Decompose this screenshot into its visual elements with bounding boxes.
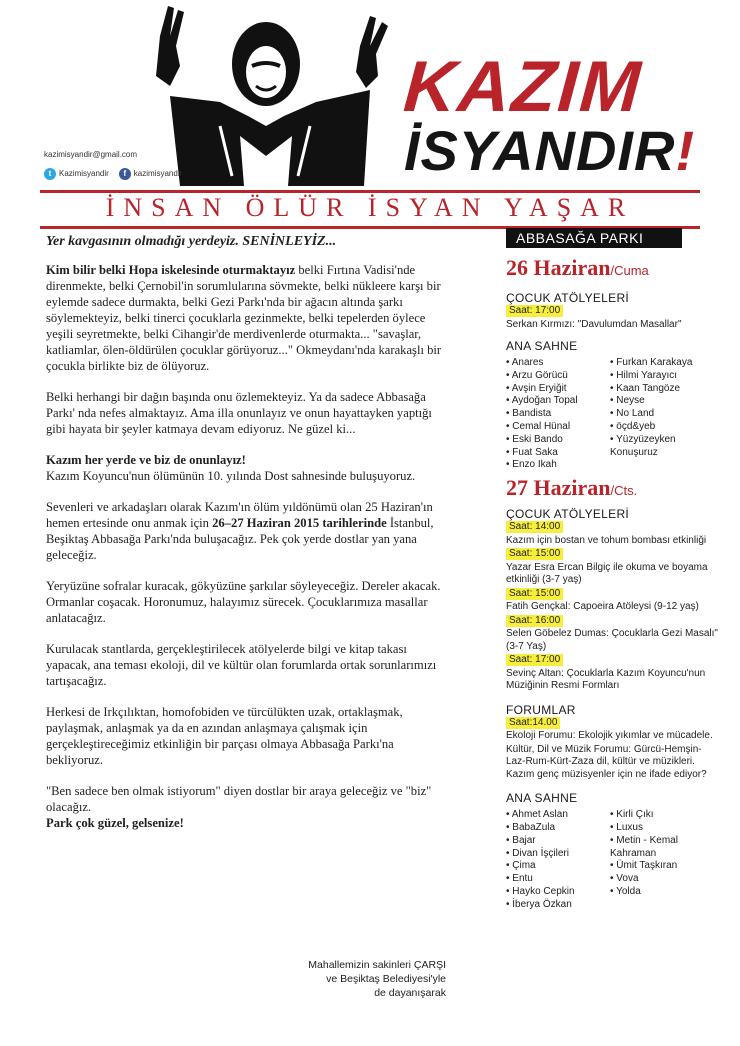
day1-workshops-title: ÇOCUK ATÖLYELERİ xyxy=(506,291,630,305)
twitter-icon: t xyxy=(44,168,56,180)
paragraph-4-a: Sevenleri ve arkadaşları olarak Kazım'ın ölüm yıldönümü olan 25 Haziran'ın hemen ertesinde onu anmak için xyxy=(46,500,433,530)
day2-stage-lineup xyxy=(506,809,718,911)
twitter-handle: Kazimisyandir xyxy=(59,169,109,178)
performer-item: • Hayko Cepkin xyxy=(506,886,606,899)
performer-item: • Yolda xyxy=(610,886,718,899)
day2-workshops-title: ÇOCUK ATÖLYELERİ xyxy=(506,507,630,522)
day1-stage-title: ANA SAHNE xyxy=(506,339,578,353)
performer-item: • Hilmi Yarayıcı xyxy=(610,370,718,383)
paragraph-4-b: İstanbul, Beşiktaş Abbasağa Parkı'nda buluşacağız. Pek çok yerde dostlar yan yana geleceğiz. xyxy=(46,516,434,562)
performer-item: • BabaZula xyxy=(506,822,606,835)
workshop-description: Selen Göbelez Dumas: Çocuklarla Gezi Masalı" (3-7 Yaş) xyxy=(506,628,718,652)
workshop-time: Saat: 15:00 xyxy=(506,588,563,600)
poster-header xyxy=(0,0,740,222)
performer-item: • Furkan Karakaya xyxy=(610,357,718,370)
performer-item: • İberya Özkan xyxy=(506,899,606,912)
tagline: İNSAN ÖLÜR İSYAN YAŞAR xyxy=(105,193,635,222)
day2-workshop-item xyxy=(506,521,718,547)
day2-workshop-item xyxy=(506,548,718,587)
performer-item: • Fuat Saka xyxy=(506,447,606,460)
day1-workshops-list xyxy=(506,305,718,331)
performer-item: • Enzo Ikah xyxy=(506,459,606,472)
workshop-time-row xyxy=(506,615,718,628)
paragraph-7: Herkesi de Irkçılıktan, homofobiden ve türcülükten uzak, ortaklaşmak, paylaşmak, anlaşmak ya da en azından anlaşmaya çalışmak için gerçekleştireceğimiz etkinliğin bir parçası olmaya Abbasağa Parkı'na bekliyoruz. xyxy=(46,705,403,767)
day2-stage-col1 xyxy=(506,809,606,911)
paragraph-4 xyxy=(46,499,446,563)
closing-line: Park çok güzel, gelsenize! xyxy=(46,816,184,830)
day2-weekday: /Cts. xyxy=(610,483,638,499)
brand-logo xyxy=(401,47,696,182)
paragraph-1-bold: Kim bilir belki Hopa iskelesinde oturmaktayız xyxy=(46,263,296,277)
brand-subtitle-text: İSYANDIR xyxy=(404,119,676,182)
workshop-time-row xyxy=(506,654,718,667)
twitter-link[interactable] xyxy=(44,168,109,180)
workshop-time: Saat: 17:00 xyxy=(506,654,563,666)
paragraph-4-dates: 26–27 Haziran 2015 tarihlerinde xyxy=(212,516,387,530)
social-links xyxy=(44,168,182,180)
brand-bang: ! xyxy=(675,119,696,182)
venue-label: ABBASAĞA PARKI xyxy=(506,228,682,248)
brand-subtitle xyxy=(404,119,696,182)
performer-item: • Ahmet Aslan xyxy=(506,809,606,822)
day2-heading xyxy=(506,476,718,503)
performer-item: • Vova xyxy=(610,873,718,886)
workshop-description: Serkan Kırmızı: "Davulumdan Masallar" xyxy=(506,318,682,330)
performer-item: • Metin - Kemal Kahraman xyxy=(610,835,718,861)
day2-workshop-item xyxy=(506,654,718,693)
performer-item: • Divan İşçileri xyxy=(506,848,606,861)
day2-stage-title: ANA SAHNE xyxy=(506,791,578,806)
workshop-time: Saat: 14:00 xyxy=(506,521,563,533)
facebook-icon: f xyxy=(119,168,131,180)
day1-stage-col2 xyxy=(610,357,718,472)
performer-item: • Bajar xyxy=(506,835,606,848)
workshop-time-row xyxy=(506,305,718,318)
day2-workshop-item xyxy=(506,588,718,614)
day2-date: 27 Haziran xyxy=(506,475,611,501)
performer-item: • öçd&yeb xyxy=(610,421,718,434)
performer-item: • Kirli Çıkı xyxy=(610,809,718,822)
paragraph-3-bold: Kazım her yerde ve biz de onunlayız! xyxy=(46,453,246,467)
performer-item: • Yüzyüzeyken Konuşuruz xyxy=(610,434,718,460)
forum-ecology: Ekoloji Forumu: Ekolojik yıkımlar ve mücadele. xyxy=(506,730,713,742)
paragraph-8-text: "Ben sadece ben olmak istiyorum" diyen dostlar bir araya geleceğiz ve "biz" olacağız. xyxy=(46,784,432,814)
day1-heading xyxy=(506,256,718,283)
paragraph-1-text: belki Fırtına Vadisi'nde direnmekte, belki Çernobil'in sorumlularına sövmekte, belki nükleere karşı bir eylemde sadece durmakta, belki Gezi Parkı'nda bir ağacın altında şarkı söylemekteyiz, belki tinerci çocuklarla gezinmekte, belki tepelerden öylece yeşili seyretmekte, belki Cihangir'de merdivenlerde oturmakta... "savaşlar, katliamlar, ölen-öldürülen çocuklar görüyoruz..." Okmeydanı'nda karakaşlı bir çocukla birlikte biz de ölüyoruz. xyxy=(46,263,442,373)
brand-title: KAZIM xyxy=(401,47,645,127)
performer-item: • Eski Bando xyxy=(506,434,606,447)
workshop-description: Sevinç Altan: Çocuklarla Kazım Koyuncu'nun Müziğinin Resmi Formları xyxy=(506,667,706,692)
workshop-time-row xyxy=(506,548,718,561)
day2-workshops-list xyxy=(506,521,718,693)
forums-title: FORUMLAR xyxy=(506,702,576,717)
performer-item: • Luxus xyxy=(610,822,718,835)
forums-time: Saat:14.00 xyxy=(506,717,560,729)
paragraph-2: Belki herhangi bir dağın başında onu özlemekteyiz. Ya da sadece Abbasağa Parkı' nda nefes almaktayız. Ama illa onunlayız ve onun hayattayken yaptığı gibi hayata bir şeyler katmaya devam ediyoruz. Ne güzel ki... xyxy=(46,390,432,436)
paragraph-3-text: Kazım Koyuncu'nun ölümünün 10. yılında Dost sahnesinde buluşuyoruz. xyxy=(46,469,416,483)
performer-item: • Ümit Taşkıran xyxy=(610,860,718,873)
program-column xyxy=(506,228,718,912)
performer-item: • Neyse xyxy=(610,395,718,408)
paragraph-6: Kurulacak stantlarda, gerçekleştirilecek atölyelerde bilgi ve kitap takası yapacak, ana teması ekoloji, dil ve kültür olan forumlarda ortak sorunlarımızı tartışacağız. xyxy=(46,642,437,688)
paragraph-1 xyxy=(46,262,446,374)
day1-workshop-item xyxy=(506,305,718,331)
lead-sentence: Yer kavgasının olmadığı yerdeyiz. SENİNLEYİZ... xyxy=(46,234,337,249)
workshop-time: Saat: 17:00 xyxy=(506,305,563,317)
performer-item: • No Land xyxy=(610,408,718,421)
workshop-description: Fatih Gençkal: Capoeira Atöleysi (9-12 yaş) xyxy=(506,601,699,613)
performer-item: • Arzu Görücü xyxy=(506,370,606,383)
workshop-description: Kazım için bostan ve tohum bombası etkinliği xyxy=(506,534,707,546)
facebook-link[interactable] xyxy=(119,168,182,180)
workshop-time-row xyxy=(506,521,718,534)
footer-line-2: ve Beşiktaş Belediyesi'yle xyxy=(326,973,446,985)
workshop-time: Saat: 15:00 xyxy=(506,548,563,560)
performer-item: • Anares xyxy=(506,357,606,370)
forums-time-row xyxy=(506,717,718,730)
workshop-time: Saat: 16:00 xyxy=(506,615,563,627)
paragraph-8 xyxy=(46,783,446,831)
workshop-time-row xyxy=(506,588,718,601)
performer-item: • Çima xyxy=(506,860,606,873)
paragraph-5: Yeryüzüne sofralar kuracak, gökyüzüne şarkılar söyleyeceğiz. Dereler akacak. Ormanlar coşacak. Horonumuz, halayımız sürecek. Çocuklarımıza masallar anlatacağız. xyxy=(46,579,441,625)
performer-item: • Cemal Hünal xyxy=(506,421,606,434)
day2-stage-col2 xyxy=(610,809,718,911)
day1-stage-lineup xyxy=(506,357,718,472)
performer-item: • Avşin Eryiğit xyxy=(506,383,606,396)
workshop-description: Yazar Esra Ercan Bilgiç ile okuma ve boyama etkinliği (3-7 yaş) xyxy=(506,561,708,586)
main-text-column xyxy=(46,234,446,846)
footer-line-3: de dayanışarak xyxy=(374,987,446,999)
footer-line-1: Mahallemizin sakinleri ÇARŞI xyxy=(308,959,446,971)
day2-workshop-item xyxy=(506,615,718,654)
portrait-image xyxy=(120,6,410,186)
facebook-handle: kazimisyandir xyxy=(133,169,183,178)
performer-item: • Entu xyxy=(506,873,606,886)
day1-weekday: /Cuma xyxy=(610,263,649,278)
paragraph-3 xyxy=(46,452,446,484)
footer-note xyxy=(270,958,446,1000)
day1-date: 26 Haziran xyxy=(506,255,611,280)
performer-item: • Kaan Tangöze xyxy=(610,383,718,396)
performer-item: • Bandista xyxy=(506,408,606,421)
forum-culture: Kültür, Dil ve Müzik Forumu: Gürcü-Hemşin-Laz-Rum-Kürt-Zaza dil, kültür ve müzikleri. Kazım genç müzisyenler için ne ifade ediyor? xyxy=(506,743,707,780)
performer-item: • Aydoğan Topal xyxy=(506,395,606,408)
day1-stage-col1 xyxy=(506,357,606,472)
email-address[interactable]: kazimisyandir@gmail.com xyxy=(44,150,138,159)
